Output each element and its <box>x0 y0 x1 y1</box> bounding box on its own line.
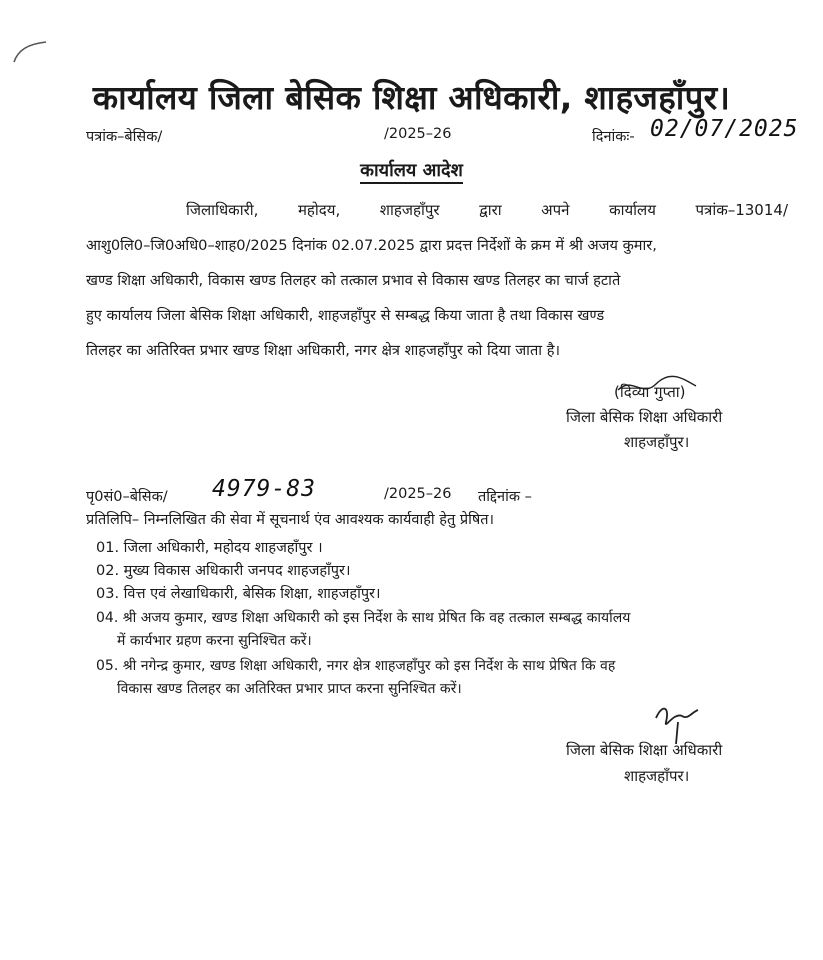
order-word: द्वारा <box>479 201 502 219</box>
copy-item-text: वित्त एवं लेखाधिकारी, बेसिक शिक्षा, शाहजहाँपुर। <box>123 586 381 602</box>
order-word: शाहजहाँपुर <box>379 201 440 219</box>
copy-item-num: 02. <box>96 563 120 579</box>
signatory-1-designation: जिला बेसिक शिक्षा अधिकारी <box>566 408 723 426</box>
copy-item-num: 05. <box>96 658 119 674</box>
signatory-2-place: शाहजहाँपर। <box>624 767 690 785</box>
letter-ref-label: पत्रांक–बेसिक/ <box>86 129 163 145</box>
copy-item-num: 04. <box>96 610 119 626</box>
copy-item-2 <box>96 560 350 580</box>
signatory-1-name: (दिव्या गुप्ता) <box>614 383 686 401</box>
order-word: महोदय, <box>297 201 341 219</box>
letter-ref-year: /2025–26 <box>384 126 452 142</box>
order-line-4: हुए कार्यालय जिला बेसिक शिक्षा अधिकारी, शाहजहाँपुर से सम्बद्ध किया जाता है तथा विकास खण्ड <box>86 307 605 324</box>
order-line-3: खण्ड शिक्षा अधिकारी, विकास खण्ड तिलहर को तत्काल प्रभाव से विकास खण्ड तिलहर का चार्ज हटाते <box>86 272 621 289</box>
copy-item-num: 03. <box>96 586 120 602</box>
copy-ref-label: पृ0सं0–बेसिक/ <box>86 489 168 505</box>
copy-ref-year: /2025–26 <box>384 486 452 502</box>
order-word: पत्रांक–13014/ <box>695 201 788 219</box>
copy-item-5 <box>96 656 615 675</box>
handwritten-date: 02/07/2025 <box>650 116 799 142</box>
handwritten-ref-number: 4979-83 <box>212 476 316 502</box>
date-label: दिनांकः- <box>592 129 635 145</box>
copy-item-text: मुख्य विकास अधिकारी जनपद शाहजहाँपुर। <box>123 563 351 579</box>
copy-intro: प्रतिलिपि– निम्नलिखित की सेवा में सूचनार्थ एंव आवश्यक कार्यवाही हेतु प्रेषित। <box>86 512 495 528</box>
copy-item-4-cont: में कार्यभार ग्रहण करना सुनिश्चित करें। <box>117 633 312 649</box>
copy-item-text: जिला अधिकारी, महोदय शाहजहाँपुर । <box>123 540 323 556</box>
copy-item-num: 01. <box>96 540 120 556</box>
office-title: कार्यालय जिला बेसिक शिक्षा अधिकारी, शाहजहाँपुर। <box>92 78 731 117</box>
corner-mark-icon <box>10 36 50 66</box>
copy-item-3 <box>96 583 380 603</box>
order-heading: कार्यालय आदेश <box>0 158 823 182</box>
copy-item-1 <box>96 537 323 557</box>
copy-item-4 <box>96 608 630 627</box>
copy-item-text: श्री अजय कुमार, खण्ड शिक्षा अधिकारी को इस निर्देश के साथ प्रेषित कि वह तत्काल सम्बद्ध कार्यालय <box>122 610 631 626</box>
order-word: कार्यालय <box>609 201 656 219</box>
copy-ref-date: तद्दिनांक – <box>478 489 532 505</box>
signatory-2-designation: जिला बेसिक शिक्षा अधिकारी <box>566 741 723 759</box>
order-line-1 <box>186 200 788 220</box>
order-word: जिलाधिकारी, <box>186 201 259 219</box>
order-line-5: तिलहर का अतिरिक्त प्रभार खण्ड शिक्षा अधिकारी, नगर क्षेत्र शाहजहाँपुर को दिया जाता है। <box>86 342 560 359</box>
copy-item-text: श्री नगेन्द्र कुमार, खण्ड शिक्षा अधिकारी, नगर क्षेत्र शाहजहाँपुर को इस निर्देश के साथ प्रेषित कि वह <box>122 658 616 674</box>
order-word: अपने <box>541 201 570 219</box>
copy-item-5-cont: विकास खण्ड तिलहर का अतिरिक्त प्रभार प्राप्त करना सुनिश्चित करें। <box>117 681 462 697</box>
signatory-1-place: शाहजहाँपुर। <box>624 433 690 451</box>
order-line-2: आशु0लि0–जि0अधि0–शाह0/2025 दिनांक 02.07.2025 द्वारा प्रदत्त निर्देशों के क्रम में श्री अजय कुमार, <box>86 237 657 254</box>
